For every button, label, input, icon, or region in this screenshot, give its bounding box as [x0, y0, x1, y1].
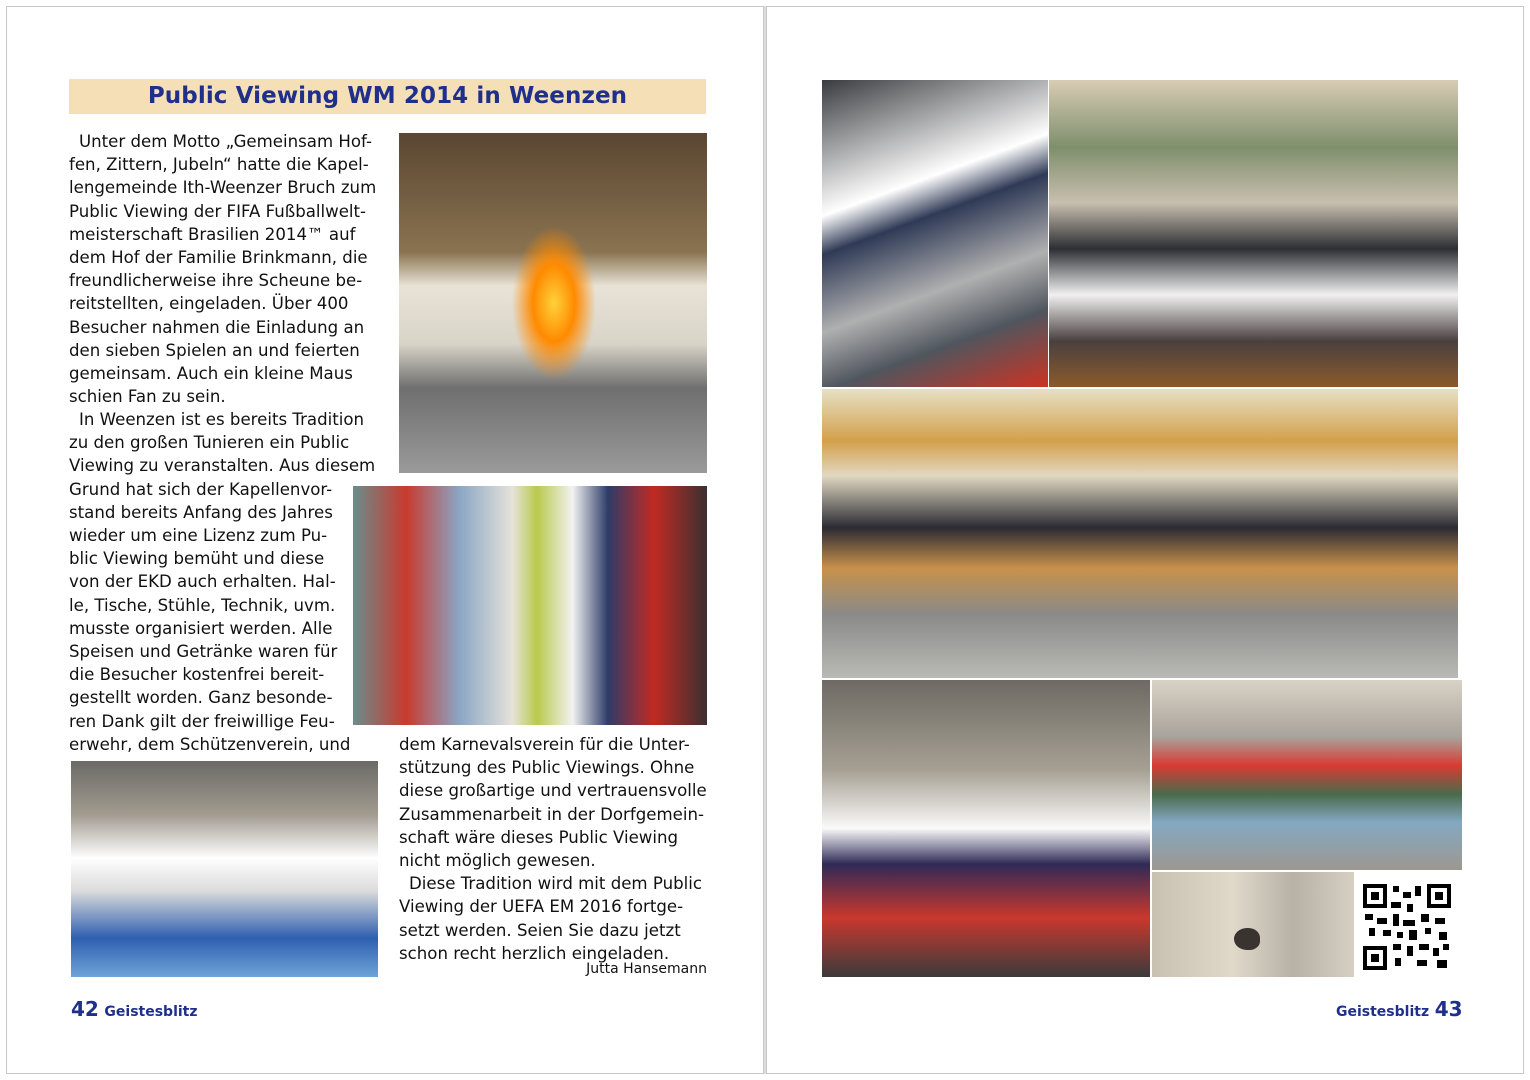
mouse-photo	[1152, 872, 1354, 977]
magazine-name: Geistesblitz	[104, 1004, 198, 1020]
footer-right	[1336, 997, 1463, 1021]
text-line: Unter dem Motto „Gemeinsam Hof-	[79, 132, 372, 151]
barbecue-photo	[822, 80, 1048, 387]
article-text-col2	[399, 733, 707, 965]
text-line: ren Dank gilt der freiwillige Feu-	[69, 711, 335, 731]
footer-left	[71, 997, 198, 1021]
article-author: Jutta Hansemann	[586, 961, 707, 977]
text-line: Viewing zu veranstalten. Aus diesem	[69, 456, 376, 476]
grill-photo	[399, 133, 707, 473]
article-title: Public Viewing WM 2014 in Weenzen	[147, 83, 628, 109]
text-line: diese großartige und vertrauensvolle	[399, 781, 707, 801]
text-line: den sieben Spielen an und feierten	[69, 340, 360, 360]
text-line: dem Karnevalsverein für die Unter-	[399, 735, 690, 754]
text-line: In Weenzen ist es bereits Tradition	[79, 410, 364, 429]
text-line: meisterschaft Brasilien 2014™ auf	[69, 224, 356, 244]
text-line: fen, Zittern, Jubeln“ hatte die Kapel-	[69, 155, 369, 175]
text-line: stützung des Public Viewings. Ohne	[399, 758, 695, 778]
text-line: setzt werden. Seien Sie dazu jetzt	[399, 920, 681, 940]
hosts-photo	[822, 680, 1150, 977]
article-text-col1-para1	[69, 130, 378, 408]
text-line: von der EKD auch erhalten. Hal-	[69, 572, 336, 592]
text-line: reitstellten, eingeladen. Über 400	[69, 294, 349, 314]
text-line: freundlicherweise ihre Scheune be-	[69, 271, 363, 291]
text-line: gemeinsam. Auch ein kleine Maus	[69, 364, 353, 384]
barn-hall-photo	[822, 389, 1458, 678]
text-line: nicht möglich gewesen.	[399, 851, 596, 871]
text-line: Besucher nahmen die Einladung an	[69, 317, 365, 337]
text-line: Grund hat sich der Kapellenvor-	[69, 479, 333, 499]
text-line: schaft wäre dieses Public Viewing	[399, 827, 679, 847]
page-gutter	[764, 6, 766, 1074]
article-title-bar	[69, 79, 706, 114]
text-line: gestellt worden. Ganz besonde-	[69, 688, 333, 708]
magazine-name: Geistesblitz	[1336, 1004, 1430, 1020]
text-line: lengemeinde Ith-Weenzer Bruch zum	[69, 178, 377, 198]
group-photo	[353, 486, 707, 725]
mouse-figure	[1234, 928, 1260, 950]
text-line: dem Hof der Familie Brinkmann, die	[69, 248, 368, 268]
text-line: Public Viewing der FIFA Fußballwelt-	[69, 201, 367, 221]
page-number: 43	[1434, 997, 1463, 1021]
text-line: zu den großen Tunieren ein Public	[69, 433, 350, 453]
text-line: stand bereits Anfang des Jahres	[69, 502, 333, 522]
text-line: schon recht herzlich eingeladen.	[399, 943, 670, 963]
text-line: schien Fan zu sein.	[69, 387, 226, 407]
text-line: wieder um eine Lizenz zum Pu-	[69, 526, 328, 546]
article-text-col1-para2	[69, 408, 378, 756]
cheering-fans-photo	[1152, 680, 1462, 870]
text-line: die Besucher kostenfrei bereit-	[69, 665, 325, 685]
qr-code[interactable]	[1361, 882, 1453, 972]
text-line: Zusammenarbeit in der Dorfgemein-	[399, 804, 704, 824]
text-line: le, Tische, Stühle, Technik, uvm.	[69, 595, 336, 615]
text-line: Speisen und Getränke waren für	[69, 642, 338, 662]
text-line: musste organisiert werden. Alle	[69, 618, 333, 638]
audience-photo	[1049, 80, 1458, 387]
text-line: erwehr, dem Schützenverein, und	[69, 734, 351, 754]
drinks-counter-photo	[71, 761, 378, 977]
text-line: Viewing der UEFA EM 2016 fortge-	[399, 897, 684, 917]
text-line: Diese Tradition wird mit dem Public	[409, 874, 702, 894]
text-line: blic Viewing bemüht und diese	[69, 549, 325, 569]
page-number: 42	[71, 997, 99, 1021]
